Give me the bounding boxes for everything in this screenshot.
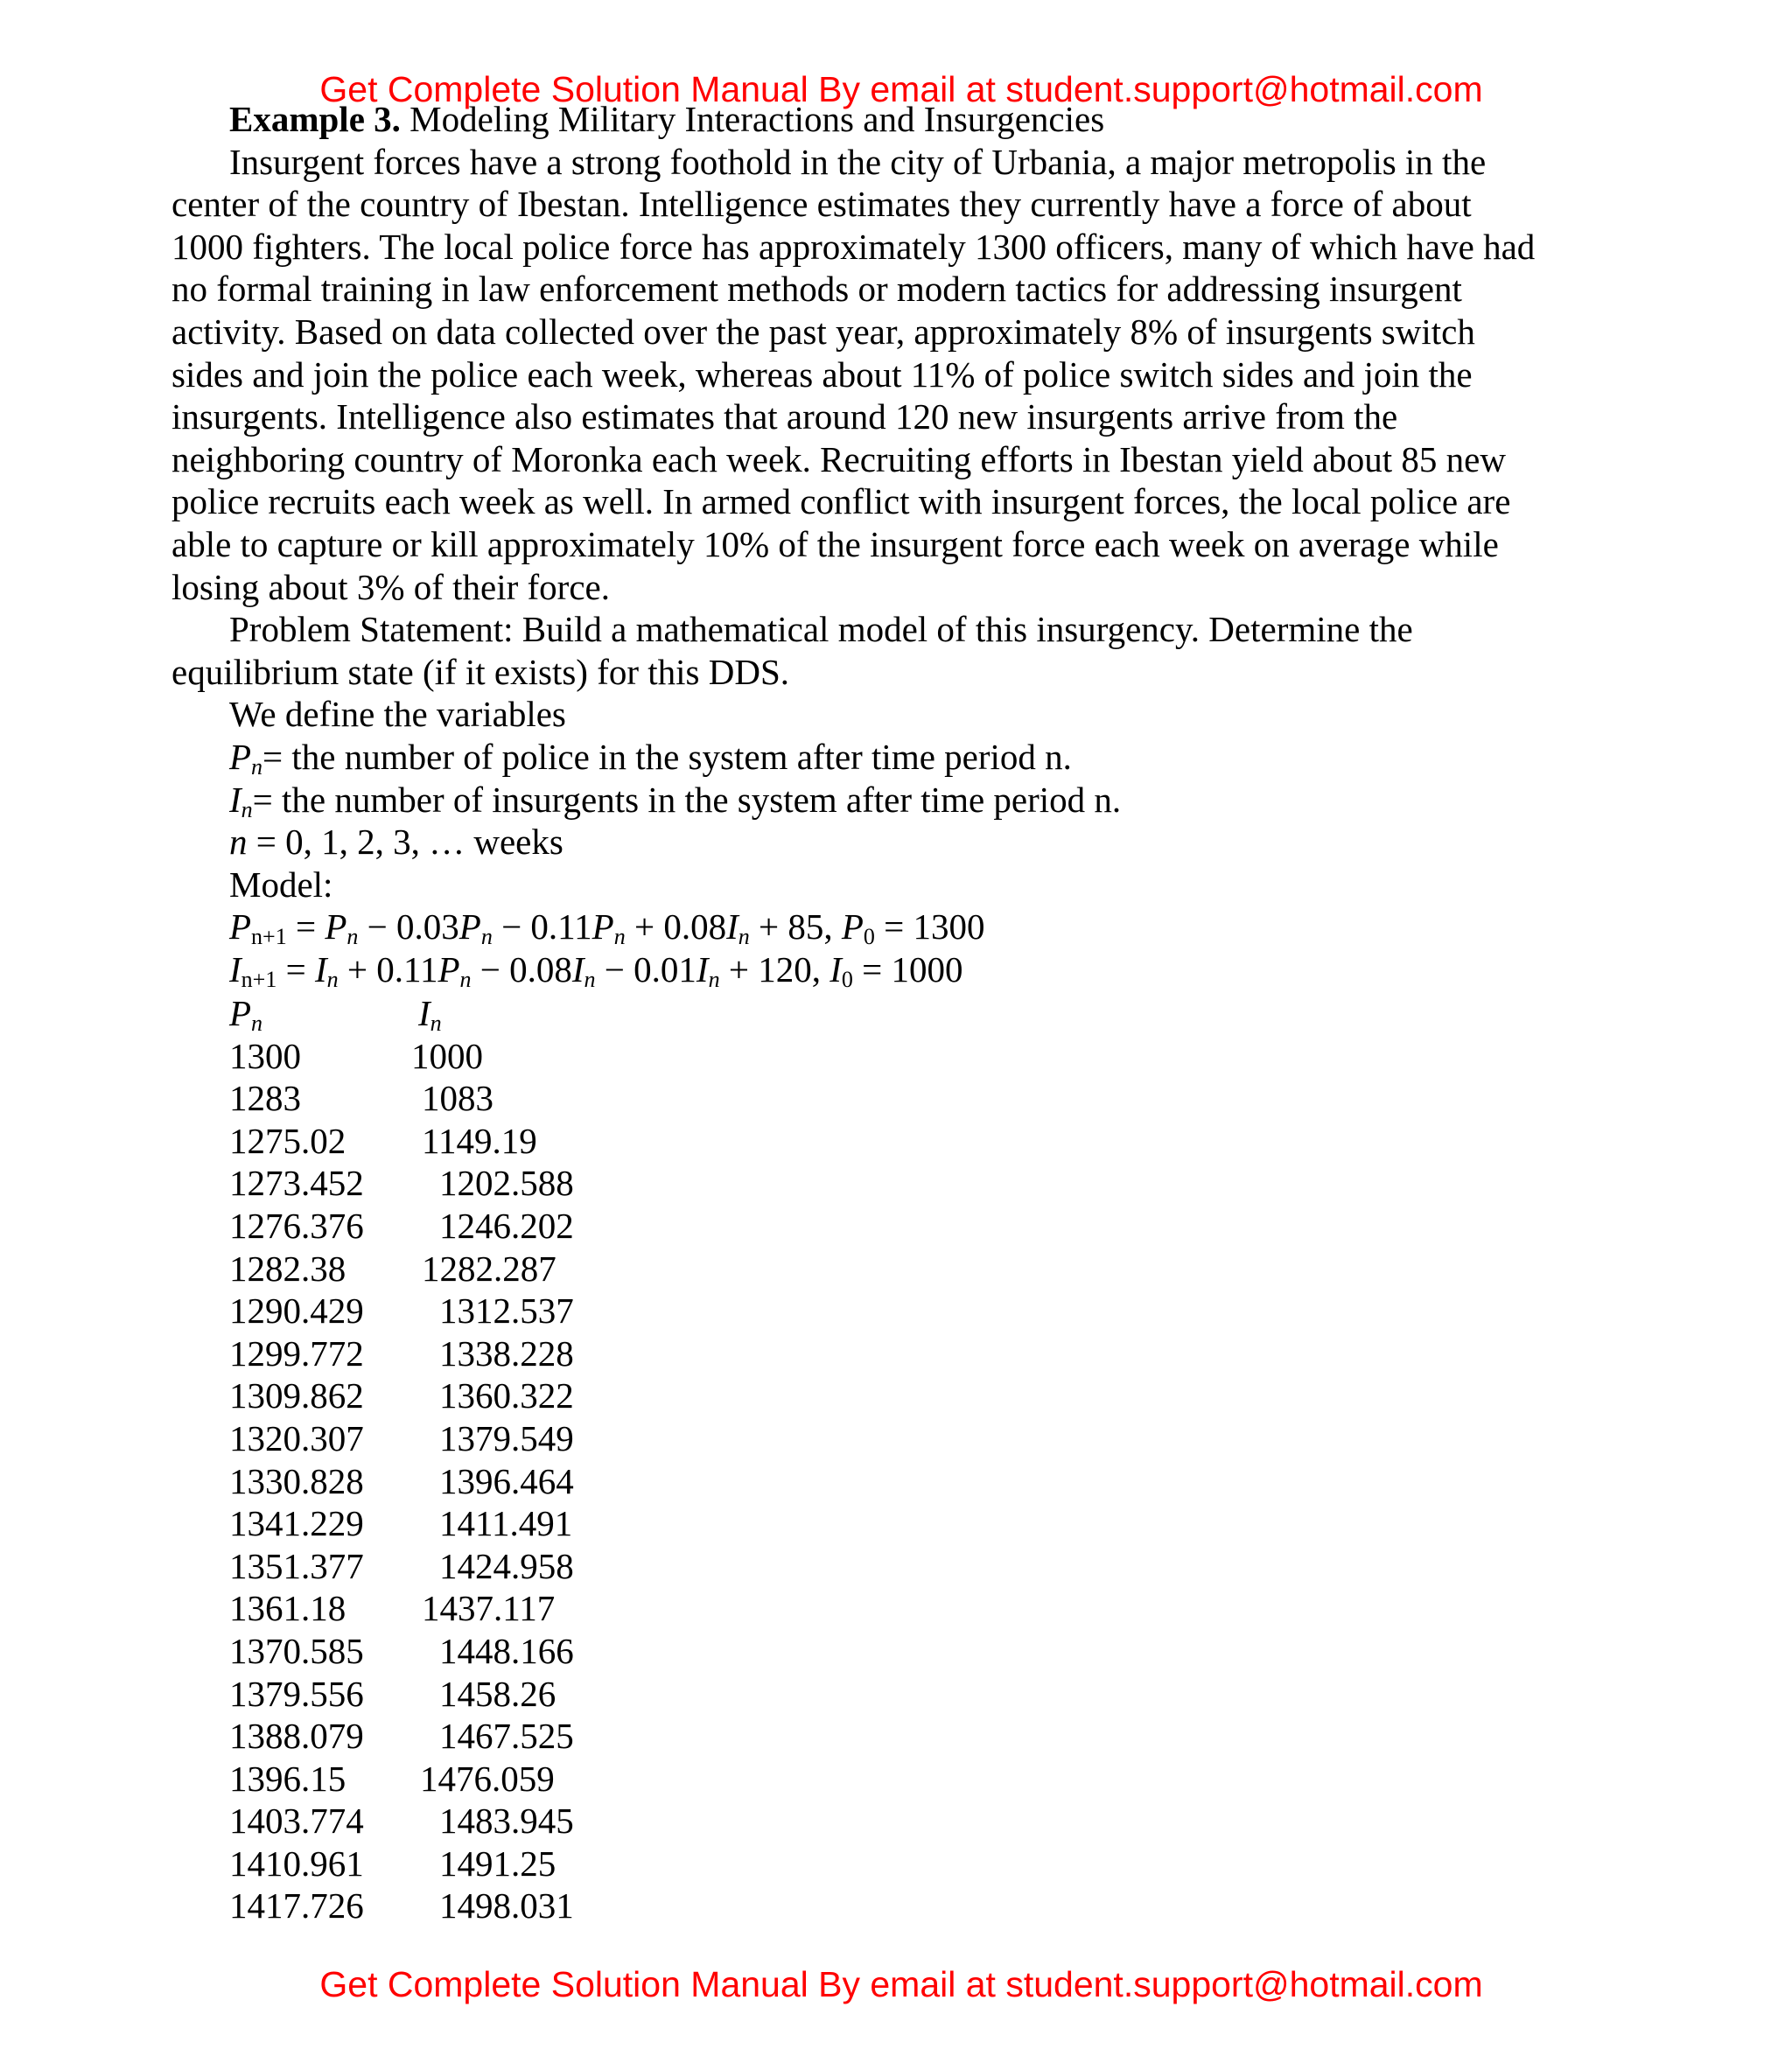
model-label: Model:	[229, 864, 333, 905]
header-police: $P_n$	[229, 993, 263, 1036]
police-count-cell: 1417.726	[229, 1885, 364, 1927]
insurgent-count-cell: 1202.588	[439, 1163, 574, 1204]
example-heading	[172, 98, 1633, 141]
model-equation-police: $P_{n+1} = P_n - 0.03P_n - 0.11P_n + 0.08I_n + 85$, $P_0 = 1300$	[229, 906, 985, 950]
insurgent-count-cell: 1467.525	[439, 1716, 574, 1757]
police-count-cell: 1283	[229, 1078, 301, 1119]
police-count-cell: 1370.585	[229, 1630, 364, 1671]
paragraph-line: Insurgent forces have a strong foothold in the city of Urbania, a major metropolis in the	[229, 141, 1487, 182]
example-body	[172, 98, 1633, 990]
police-count-cell: 1379.556	[229, 1673, 364, 1714]
insurgent-count-cell: 1491.25	[439, 1843, 556, 1884]
solution-manual-banner-bottom: Get Complete Solution Manual By email at student.support@hotmail.com	[319, 1964, 1483, 2004]
insurgent-count-cell: 1411.491	[439, 1503, 573, 1544]
insurgent-count-cell: 1000	[411, 1035, 483, 1076]
police-count-cell: 1290.429	[229, 1290, 364, 1332]
insurgent-count-cell: 1396.464	[439, 1460, 574, 1501]
insurgent-count-cell: 1483.945	[439, 1801, 574, 1842]
example-label: Example 3.	[229, 99, 401, 139]
paragraph-line: activity. Based on data collected over the past year, approximately 8% of insurgents switch	[172, 311, 1475, 352]
insurgent-count-cell: 1379.549	[439, 1417, 574, 1458]
insurgent-count-cell: 1338.228	[439, 1332, 574, 1374]
police-count-cell: 1309.862	[229, 1375, 364, 1416]
police-count-cell: 1282.38	[229, 1248, 346, 1289]
police-count-cell: 1341.229	[229, 1503, 364, 1544]
police-count-cell: 1276.376	[229, 1205, 364, 1246]
variable-i-definition: $I_n=$ the number of insurgents in the system after time period n.	[229, 779, 1122, 822]
police-count-cell: 1300	[229, 1035, 301, 1076]
insurgent-count-cell: 1458.26	[439, 1673, 556, 1714]
police-count-cell: 1410.961	[229, 1843, 364, 1884]
problem-line: equilibrium state (if it exists) for this DDS.	[172, 651, 790, 692]
example-title: Modeling Military Interactions and Insurgencies	[410, 99, 1105, 139]
insurgent-count-cell: 1498.031	[439, 1885, 574, 1927]
police-count-cell: 1330.828	[229, 1460, 364, 1501]
police-count-cell: 1320.307	[229, 1417, 364, 1458]
insurgent-count-cell: 1312.537	[439, 1290, 574, 1332]
paragraph-line: police recruits each week as well. In armed conflict with insurgent forces, the local police are	[172, 481, 1511, 522]
problem-line: Problem Statement: Build a mathematical model of this insurgency. Determine the	[229, 609, 1413, 650]
police-count-cell: 1299.772	[229, 1332, 364, 1374]
insurgent-count-cell: 1424.958	[439, 1545, 574, 1586]
paragraph-line: neighboring country of Moronka each week. Recruiting efforts in Ibestan yield about 85 new	[172, 438, 1506, 479]
solution-manual-banner-top: Get Complete Solution Manual By email at student.support@hotmail.com	[319, 69, 1483, 109]
problem-statement	[172, 608, 1633, 693]
insurgent-count-cell: 1476.059	[420, 1758, 555, 1799]
insurgent-count-cell: 1083	[422, 1078, 494, 1119]
police-count-cell: 1273.452	[229, 1163, 364, 1204]
police-count-cell: 1388.079	[229, 1716, 364, 1757]
paragraph-line: center of the country of Ibestan. Intelligence estimates they currently have a force of about	[172, 184, 1472, 225]
insurgent-count-cell: 1360.322	[439, 1375, 574, 1416]
paragraph-line: able to capture or kill approximately 10% of the insurgent force each week on average while	[172, 523, 1499, 564]
insurgent-count-cell: 1282.287	[422, 1248, 556, 1289]
police-count-cell: 1396.15	[229, 1758, 346, 1799]
insurgent-count-cell: 1448.166	[439, 1630, 574, 1671]
paragraph-line: losing about 3% of their force.	[172, 566, 610, 607]
model-equation-insurgents: $I_{n+1} = I_n + 0.11P_n - 0.08I_n - 0.01I_n + 120$, $I_0 = 1000$	[229, 948, 963, 992]
insurgent-count-cell: 1246.202	[439, 1205, 574, 1246]
police-count-cell: 1361.18	[229, 1588, 346, 1629]
variables-intro: We define the variables	[229, 694, 566, 735]
paragraph-line: insurgents. Intelligence also estimates that around 120 new insurgents arrive from the	[172, 396, 1398, 437]
police-count-cell: 1351.377	[229, 1545, 364, 1586]
insurgent-count-cell: 1437.117	[422, 1588, 556, 1629]
variable-n-definition: n = 0, 1, 2, 3, … weeks	[229, 822, 564, 863]
problem-paragraph	[172, 141, 1633, 609]
paragraph-line: sides and join the police each week, whereas about 11% of police switch sides and join the	[172, 353, 1473, 395]
paragraph-line: 1000 fighters. The local police force has approximately 1300 officers, many of which have had	[172, 226, 1536, 267]
header-insurgents: $I_n$	[418, 993, 442, 1036]
police-count-cell: 1403.774	[229, 1801, 364, 1842]
police-count-cell: 1275.02	[229, 1120, 346, 1161]
insurgent-count-cell: 1149.19	[422, 1120, 537, 1161]
variable-p-definition: $P_n=$ the number of police in the system after time period n.	[229, 736, 1072, 780]
paragraph-line: no formal training in law enforcement methods or modern tactics for addressing insurgent	[172, 269, 1462, 310]
